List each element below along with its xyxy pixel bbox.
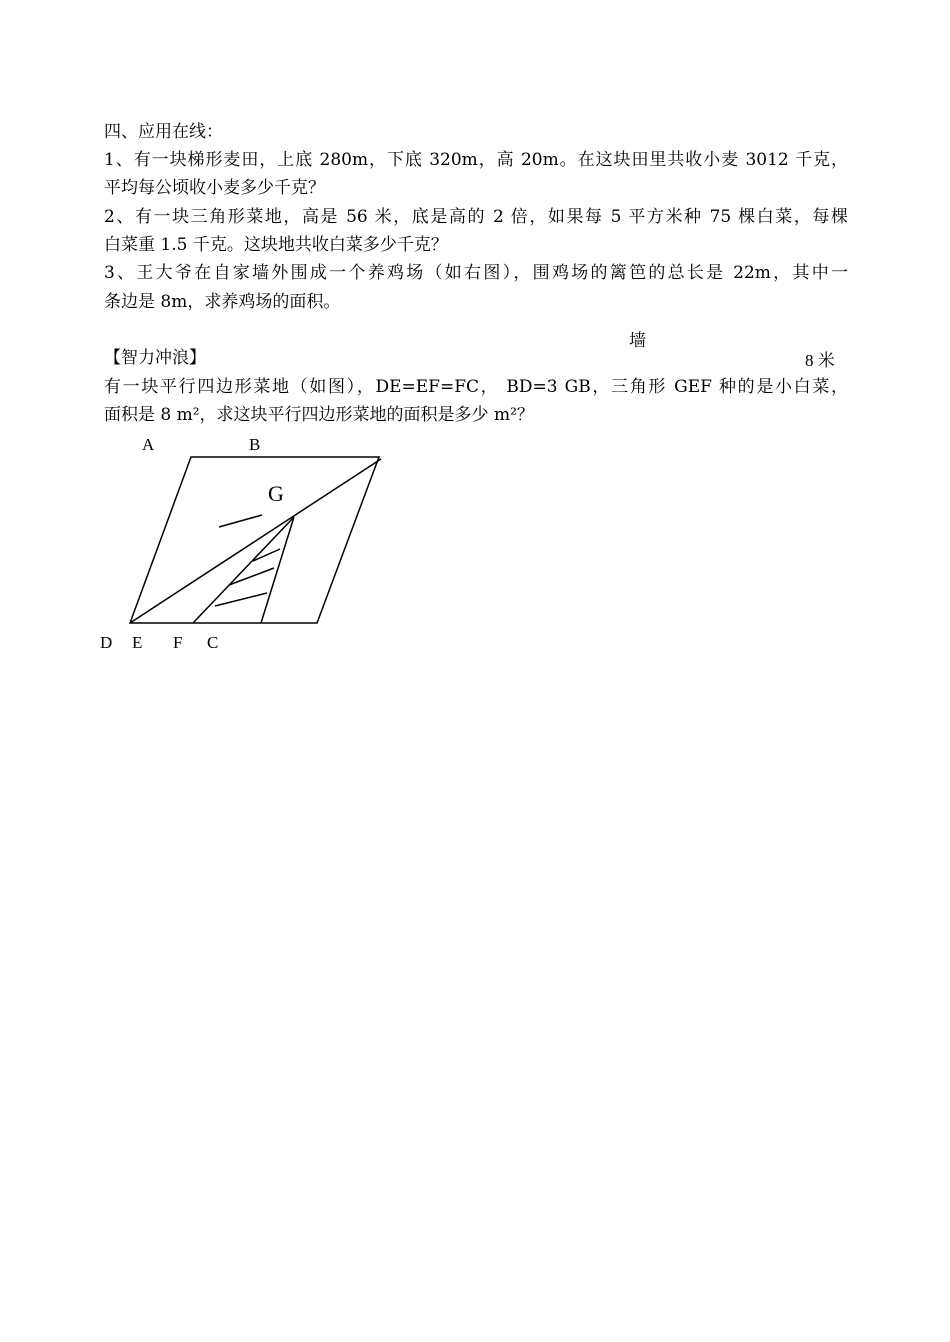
hatch-line-2	[229, 568, 274, 585]
label-f: F	[173, 633, 183, 652]
parallelogram-outline	[130, 457, 379, 623]
problem-3-line-2: 条边是 8m，求养鸡场的面积。	[104, 292, 341, 312]
problem-1-line-1: 1、有一块梯形麦田，上底 280m，下底 320m，高 20m。在这块田里共收小麦 3012 千克，	[104, 150, 848, 170]
segment-gf	[261, 517, 294, 623]
label-d: D	[100, 633, 113, 652]
problem-1-line-2: 平均每公顷收小麦多少千克？	[104, 178, 325, 198]
hatch-line-1	[253, 549, 280, 561]
pointer-line	[219, 515, 262, 527]
segment-ge	[193, 517, 294, 623]
hatch-line-3	[215, 593, 267, 606]
challenge-line-2: 面积是 8 m²，求这块平行四边形菜地的面积是多少 m²？	[104, 405, 534, 425]
challenge-heading: 【智力冲浪】	[104, 348, 206, 368]
label-b: B	[249, 435, 261, 454]
diagonal-bd	[130, 459, 381, 623]
wall-label: 墙	[629, 331, 646, 350]
section-heading: 四、应用在线：	[104, 122, 223, 142]
label-a: A	[142, 435, 155, 454]
problem-3-line-1: 3、王大爷在自家墙外围成一个养鸡场（如右图），围鸡场的篱笆的总长是 22m，其中一	[104, 263, 848, 283]
label-c: C	[207, 633, 219, 652]
side-length-label: 8 米	[805, 351, 835, 370]
challenge-line-1: 有一块平行四边形菜地（如图），DE=EF=FC， BD=3 GB，三角形 GEF 种的是小白菜，	[104, 377, 848, 397]
label-e: E	[132, 633, 143, 652]
problem-2-line-2: 白菜重 1.5 千克。这块地共收白菜多少千克？	[104, 235, 448, 255]
label-g: G	[268, 481, 284, 506]
problem-2-line-1: 2、有一块三角形菜地，高是 56 米，底是高的 2 倍，如果每 5 平方米种 75 棵白菜，每棵	[104, 207, 848, 227]
